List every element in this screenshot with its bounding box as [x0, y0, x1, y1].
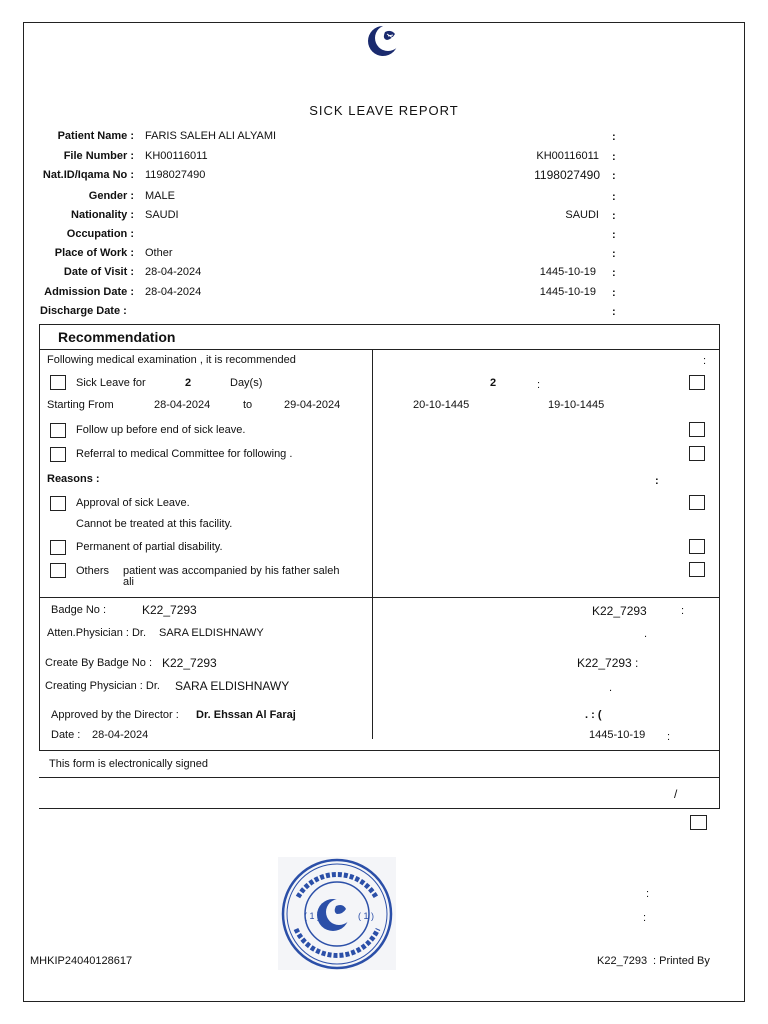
atten-physician-label: Atten.Physician : Dr. — [47, 627, 147, 639]
electronic-signature-note: This form is electronically signed — [49, 758, 208, 770]
date-of-visit-right-value: 1445-10-19 — [539, 266, 596, 278]
admission-date-right-value: 1445-10-19 — [539, 286, 596, 298]
cannot-treat-label: Cannot be treated at this facility. — [76, 518, 233, 530]
place-of-work-label: Place of Work : — [54, 247, 134, 259]
end-hijri-date: 19-10-1445 — [548, 399, 605, 411]
signed-section-rule — [39, 750, 720, 751]
place-of-work-value: Other — [145, 247, 173, 259]
others-checkbox-right[interactable] — [689, 562, 705, 577]
start-date: 28-04-2024 — [154, 399, 211, 411]
approval-checkbox-right[interactable] — [689, 495, 705, 510]
days-unit: Day(s) — [230, 377, 263, 389]
medical-records-stamp — [278, 857, 396, 970]
recommendation-heading: Recommendation — [58, 329, 176, 345]
colon-mark: : — [612, 248, 616, 260]
nationality-value: SAUDI — [145, 209, 179, 221]
natid-right-value: 1198027490 — [534, 168, 600, 182]
file-number-label: File Number : — [63, 150, 134, 162]
admission-date-value: 28-04-2024 — [145, 286, 202, 298]
approved-by-right: . : ( — [585, 709, 602, 721]
admission-date-label: Admission Date : — [44, 286, 134, 298]
recommendation-heading-rule — [39, 349, 720, 350]
sick-leave-days-right: 2 — [490, 377, 497, 389]
file-number-right-value: KH00116011 — [536, 150, 599, 162]
date-colon-right: : — [667, 731, 671, 743]
permanent-checkbox-right[interactable] — [689, 539, 705, 554]
atten-physician-right: . — [644, 628, 648, 640]
colon-mark: : — [612, 210, 616, 222]
date-value: 28-04-2024 — [92, 729, 149, 741]
patient-name-value: FARIS SALEH ALI ALYAMI — [145, 130, 277, 142]
create-badge-right: K22_7293 : — [577, 656, 639, 670]
creating-physician-label: Creating Physician : Dr. — [45, 680, 160, 692]
recommendation-intro-right: : — [703, 355, 707, 367]
sick-leave-label: Sick Leave for — [76, 377, 146, 389]
others-text-line1: patient was accompanied by his father saleh — [123, 565, 340, 577]
printed-by-badge: K22_7293 — [597, 955, 648, 967]
gender-value: MALE — [145, 190, 175, 202]
gender-label: Gender : — [88, 190, 134, 202]
colon-mark: : — [612, 191, 616, 203]
sick-leave-checkbox-right[interactable] — [689, 375, 705, 390]
occupation-label: Occupation : — [66, 228, 134, 240]
badge-colon-right: : — [681, 605, 685, 617]
badge-value: K22_7293 — [142, 603, 197, 617]
approved-by-value: Dr. Ehssan Al Faraj — [196, 709, 296, 721]
recommendation-intro: Following medical examination , it is recommended — [47, 354, 296, 366]
permanent-checkbox[interactable] — [50, 540, 66, 555]
footer-checkbox[interactable] — [690, 815, 707, 830]
date-label: Date : — [51, 729, 81, 741]
colon-mark: : — [612, 267, 616, 279]
colon-mark: : — [612, 306, 616, 318]
date-of-visit-label: Date of Visit : — [63, 266, 134, 278]
badge-value-right: K22_7293 — [592, 604, 647, 618]
signed-bottom-rule — [39, 777, 720, 778]
badge-label: Badge No : — [51, 604, 107, 616]
colon-mark: : — [612, 131, 616, 143]
create-badge-label: Create By Badge No : — [45, 657, 153, 669]
create-badge-value: K22_7293 — [162, 656, 217, 670]
natid-label: Nat.ID/Iqama No : — [42, 169, 134, 181]
recommendation-box-left — [39, 324, 40, 750]
reasons-label: Reasons : — [47, 473, 100, 485]
slash-mark: / — [674, 787, 678, 801]
colon-mark-b: : — [643, 912, 647, 924]
date-right-value: 1445-10-19 — [589, 729, 646, 741]
colon-mark-a: : — [646, 888, 650, 900]
creating-physician-value: SARA ELDISHNAWY — [175, 679, 290, 693]
printed-by-label: : Printed By — [653, 955, 710, 967]
column-divider — [372, 349, 373, 739]
referral-checkbox-right[interactable] — [689, 446, 705, 461]
recommendation-box-top — [39, 324, 720, 325]
page-title: SICK LEAVE REPORT — [309, 103, 459, 118]
footer-rule — [39, 808, 720, 809]
natid-value: 1198027490 — [145, 169, 206, 181]
document-id: MHKIP24040128617 — [30, 955, 133, 967]
patient-name-label: Patient Name : — [57, 130, 134, 142]
svg-text:( 1 ): ( 1 ) — [304, 911, 321, 921]
discharge-date-label: Discharge Date : — [40, 305, 127, 317]
colon-mark: : — [612, 170, 616, 182]
colon-mark: : — [612, 287, 616, 299]
approval-checkbox[interactable] — [50, 496, 66, 511]
physician-section-rule — [39, 597, 720, 598]
follow-up-checkbox[interactable] — [50, 423, 66, 438]
sick-leave-colon-right: : — [537, 379, 541, 391]
permanent-label: Permanent of partial disability. — [76, 541, 223, 553]
recommendation-box-right — [719, 324, 720, 808]
others-text-line2: ali — [123, 576, 135, 588]
nationality-label: Nationality : — [71, 209, 134, 221]
to-label: to — [243, 399, 253, 411]
colon-mark: : — [612, 229, 616, 241]
sick-leave-checkbox[interactable] — [50, 375, 66, 390]
svg-text:( 1 ): ( 1 ) — [358, 911, 375, 921]
reasons-colon-right: : — [655, 475, 659, 487]
others-checkbox[interactable] — [50, 563, 66, 578]
starting-from-label: Starting From — [47, 399, 114, 411]
colon-mark: : — [612, 151, 616, 163]
file-number-value: KH00116011 — [145, 150, 208, 162]
approval-label: Approval of sick Leave. — [76, 497, 190, 509]
follow-up-checkbox-right[interactable] — [689, 422, 705, 437]
end-date: 29-04-2024 — [284, 399, 341, 411]
others-label: Others — [76, 565, 110, 577]
sick-leave-days: 2 — [185, 377, 192, 389]
creating-physician-right: . — [609, 682, 613, 694]
referral-label: Referral to medical Committee for following . — [76, 448, 293, 460]
nationality-right-value: SAUDI — [565, 209, 599, 221]
approved-by-label: Approved by the Director : — [51, 709, 179, 721]
start-hijri-date: 20-10-1445 — [413, 399, 470, 411]
atten-physician-value: SARA ELDISHNAWY — [159, 627, 264, 639]
hospital-logo — [363, 22, 403, 60]
date-of-visit-value: 28-04-2024 — [145, 266, 202, 278]
referral-checkbox[interactable] — [50, 447, 66, 462]
follow-up-label: Follow up before end of sick leave. — [76, 424, 246, 436]
